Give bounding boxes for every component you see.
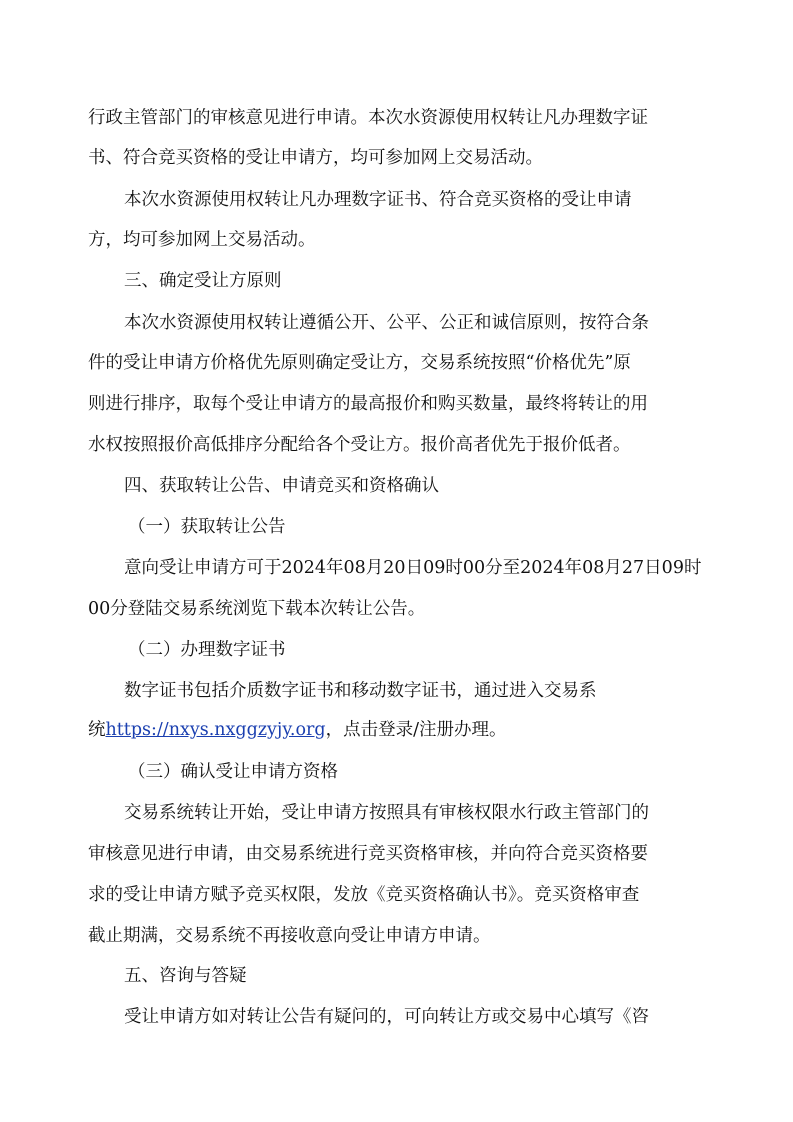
link-prefix: 统	[88, 720, 106, 740]
trading-system-link[interactable]: https://nxys.nxggzyjy.org	[105, 720, 326, 740]
section-heading: 四、获取转让公告、申请竞买和资格确认	[124, 476, 439, 496]
section-heading: 五、咨询与答疑	[124, 966, 247, 986]
paragraph-line: 本次水资源使用权转让遵循公开、公平、公正和诚信原则，按符合条	[124, 313, 649, 333]
subsection-heading: （一）获取转让公告	[128, 517, 286, 537]
paragraph-line: 交易系统转让开始，受让申请方按照具有审核权限水行政主管部门的	[124, 803, 649, 823]
paragraph-line-with-link	[88, 718, 507, 742]
paragraph-line: 则进行排序，取每个受让申请方的最高报价和购买数量，最终将转让的用	[88, 394, 648, 414]
paragraph-line: 意向受让申请方可于2024年08月20日09时00分至2024年08月27日09时	[124, 558, 702, 578]
paragraph-line: 受让申请方如对转让公告有疑问的，可向转让方或交易中心填写《咨	[124, 1007, 649, 1027]
paragraph-line: 行政主管部门的审核意见进行申请。本次水资源使用权转让凡办理数字证	[88, 108, 648, 128]
section-heading: 三、确定受让方原则	[124, 271, 282, 291]
subsection-heading: （三）确认受让申请方资格	[128, 762, 338, 782]
paragraph-line: 方，均可参加网上交易活动。	[88, 230, 316, 250]
link-suffix: ，点击登录/注册办理。	[325, 720, 507, 740]
paragraph-line: 求的受让申请方赋予竞买权限，发放《竞买资格确认书》。竞买资格审查	[88, 885, 640, 905]
paragraph-line: 书、符合竞买资格的受让申请方，均可参加网上交易活动。	[88, 148, 543, 168]
paragraph-line: 00分登陆交易系统浏览下载本次转让公告。	[88, 599, 426, 619]
paragraph-line: 审核意见进行申请，由交易系统进行竞买资格审核，并向符合竞买资格要	[88, 844, 648, 864]
paragraph-line: 数字证书包括介质数字证书和移动数字证书，通过进入交易系	[124, 681, 597, 701]
paragraph-line: 截止期满，交易系统不再接收意向受让申请方申请。	[88, 926, 491, 946]
subsection-heading: （二）办理数字证书	[128, 640, 286, 660]
paragraph-line: 水权按照报价高低排序分配给各个受让方。报价高者优先于报价低者。	[88, 435, 631, 455]
paragraph-line: 本次水资源使用权转让凡办理数字证书、符合竞买资格的受让申请	[124, 190, 632, 210]
paragraph-line: 件的受让申请方价格优先原则确定受让方，交易系统按照“价格优先”原	[88, 353, 631, 373]
